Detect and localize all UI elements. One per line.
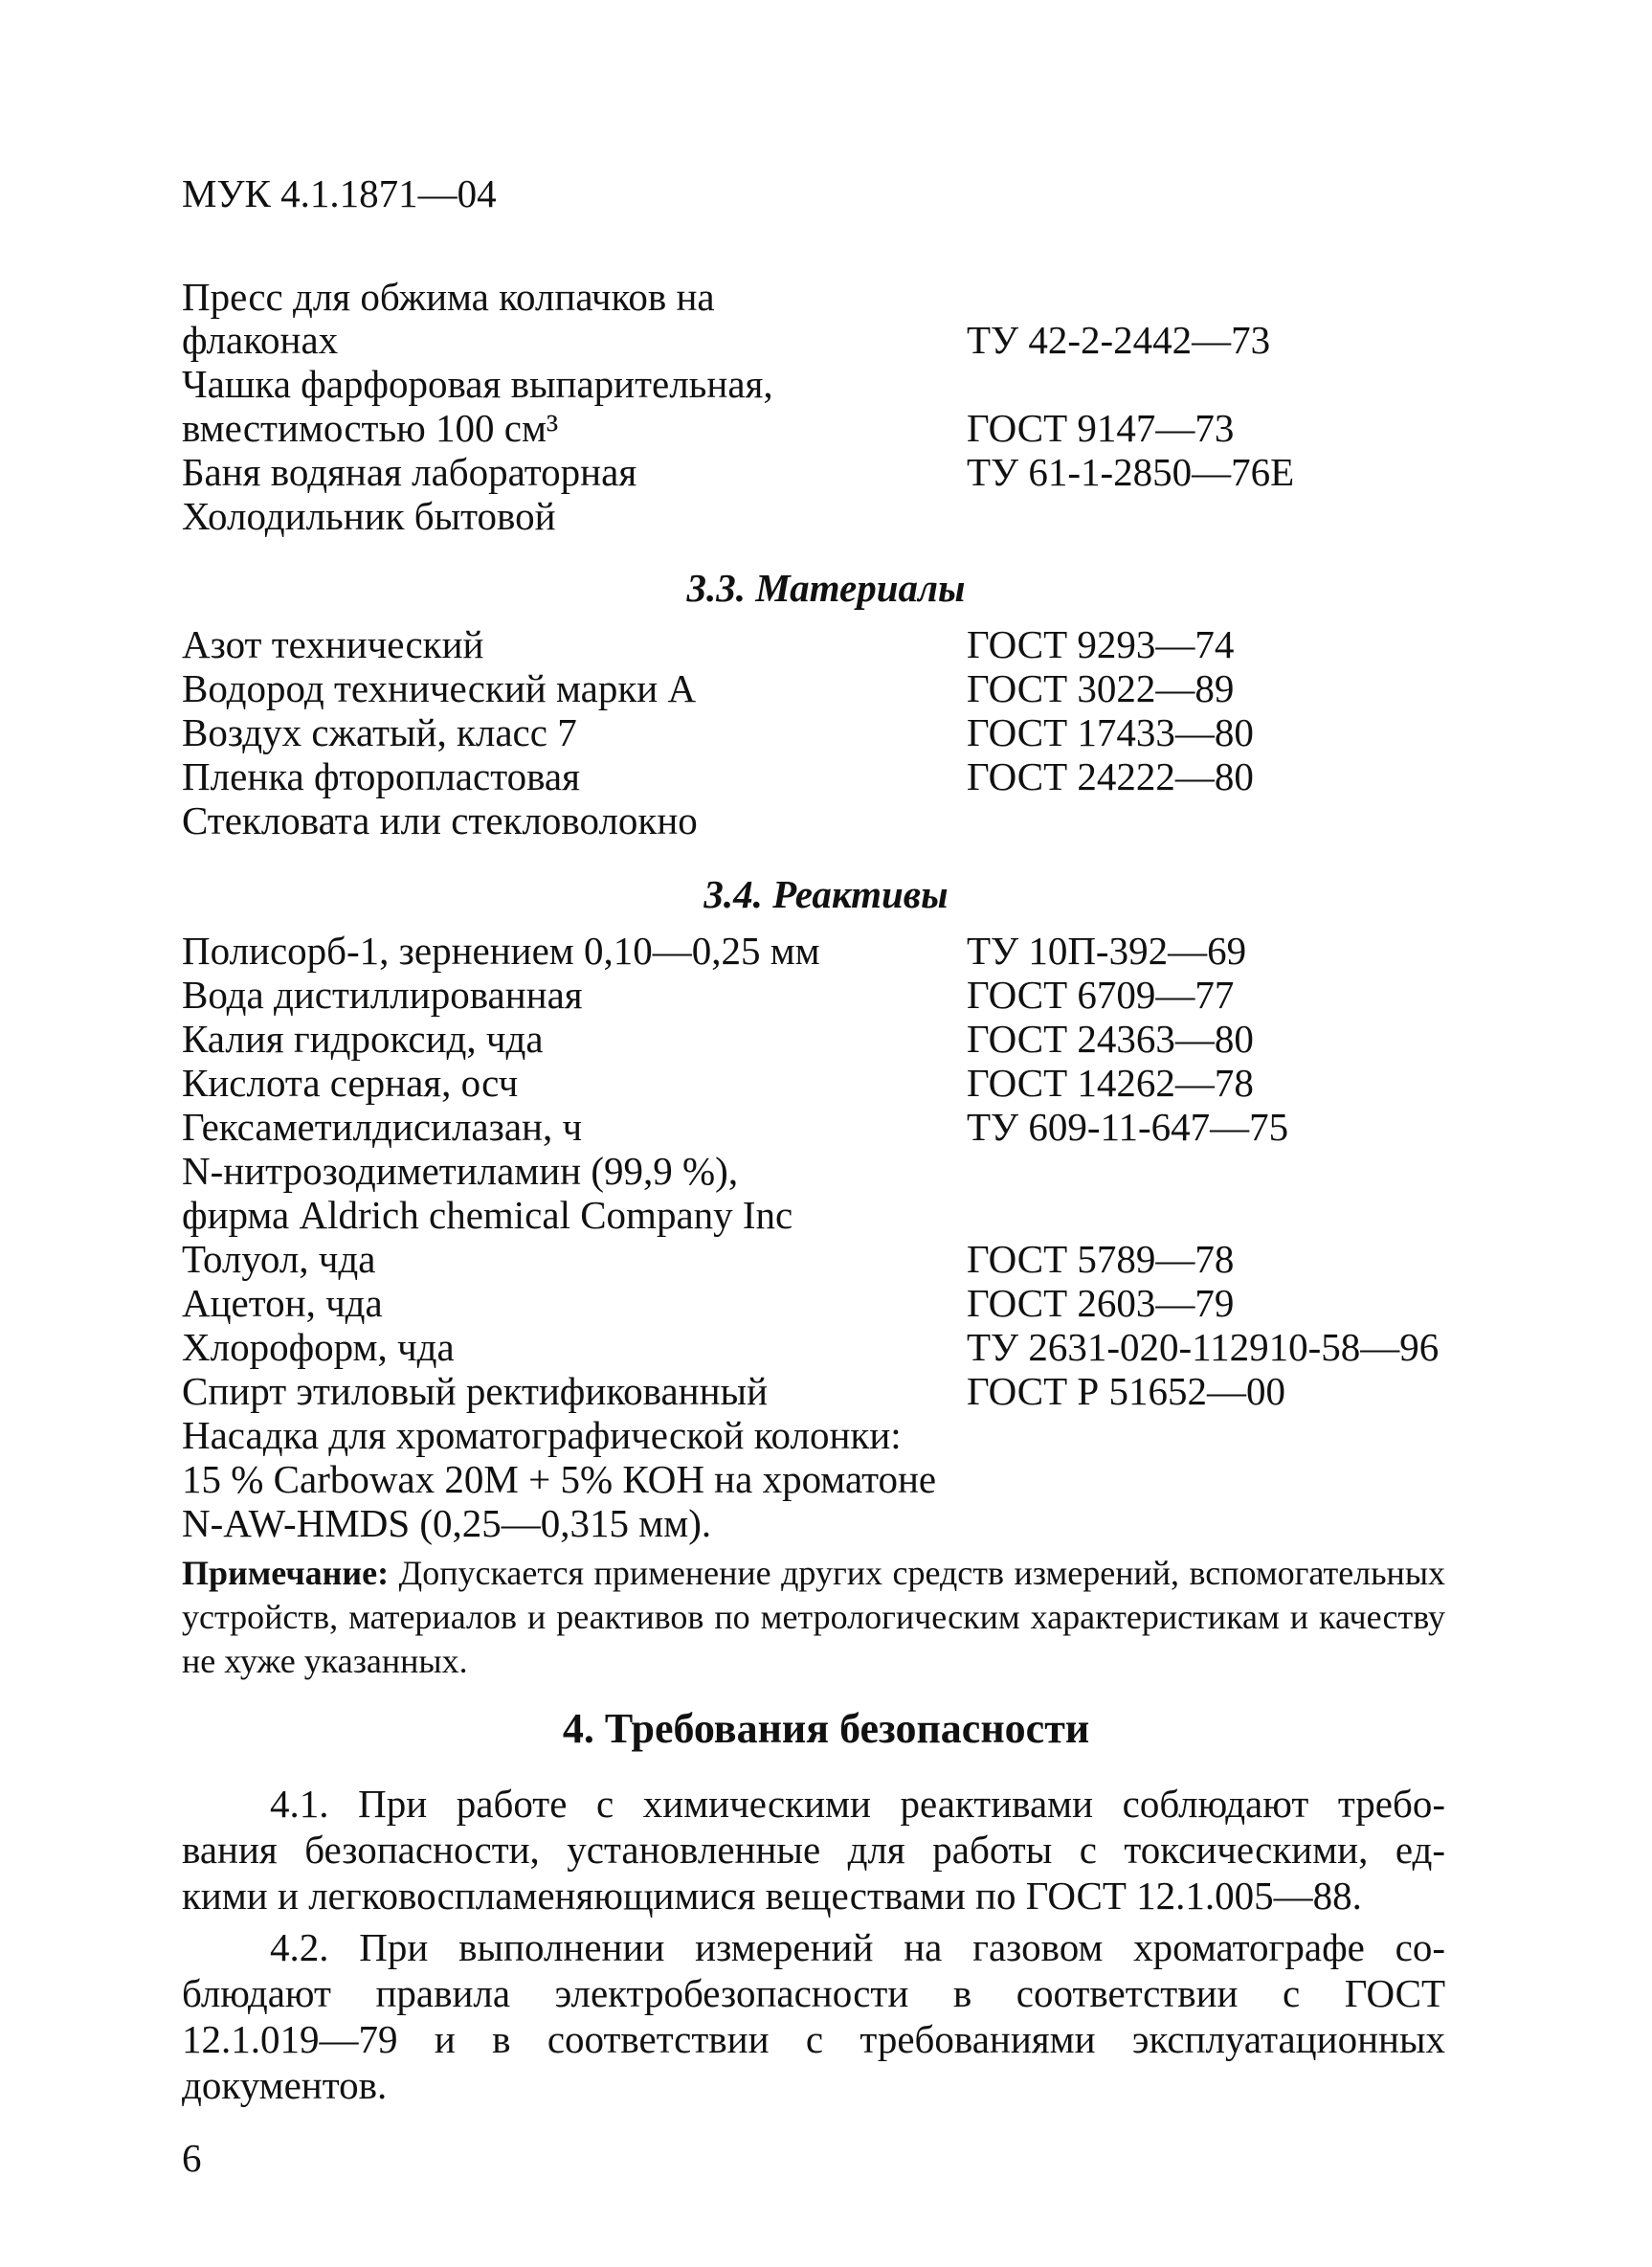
list-item: [182, 1237, 1474, 1281]
document-code-header: МУК 4.1.1871—04: [182, 171, 497, 215]
item-name: Водород технический марки А: [182, 666, 697, 710]
item-name: Холодильник бытовой: [182, 494, 556, 538]
list-item: [182, 973, 1474, 1017]
item-standard: ГОСТ 3022—89: [967, 666, 1235, 710]
list-item: [182, 1017, 1474, 1061]
materials-heading: 3.3. Материалы: [686, 566, 966, 610]
paragraph-line: документов.: [182, 2063, 388, 2107]
list-item: [182, 1105, 1474, 1149]
page-number: 6: [182, 2136, 202, 2180]
paragraph-line: блюдают правила электробезопасности в соответствии с ГОСТ: [182, 1971, 1445, 2015]
item-standard: ГОСТ 14262—78: [967, 1061, 1254, 1105]
note-label: Примечание:: [182, 1554, 390, 1592]
paragraph-line: 4.1. При работе с химическими реактивами соблюдают требо-: [270, 1782, 1445, 1826]
item-name: Пресс для обжима колпачков на: [182, 275, 715, 319]
paragraph-line: кими и легковоспламеняющимися веществами по ГОСТ 12.1.005—88.: [182, 1874, 1362, 1918]
item-standard: ТУ 61-1-2850—76Е: [967, 450, 1295, 494]
list-item: [182, 450, 1474, 494]
item-name: вместимостью 100 см³: [182, 406, 559, 450]
paragraph-4-1: [182, 1781, 1445, 1919]
item-name: Вода дистиллированная: [182, 973, 583, 1017]
list-item: [182, 798, 1474, 842]
item-name: Толуол, чда: [182, 1237, 376, 1281]
paragraph-line: 4.2. При выполнении измерений на газовом хроматографе со-: [270, 1925, 1445, 1969]
item-name: Гексаметилдисилазан, ч: [182, 1105, 583, 1149]
paragraph-line: вания безопасности, установленные для работы с токсическими, ед-: [182, 1828, 1445, 1872]
item-name: фирма Aldrich chemical Company Inc: [182, 1193, 793, 1237]
list-item: [182, 275, 1474, 319]
item-name: Ацетон, чда: [182, 1281, 383, 1325]
list-item: [182, 754, 1474, 798]
item-name: Азот технический: [182, 622, 484, 666]
list-item: [182, 1457, 1474, 1501]
list-item: [182, 1281, 1474, 1325]
item-standard: ГОСТ 5789—78: [967, 1237, 1235, 1281]
item-name: Стекловата или стекловолокно: [182, 798, 698, 842]
item-name: Воздух сжатый, класс 7: [182, 710, 577, 754]
note-paragraph: [182, 1551, 1445, 1683]
item-standard: ГОСТ 24222—80: [967, 754, 1254, 798]
item-name: N-AW-HMDS (0,25—0,315 мм).: [182, 1501, 712, 1545]
item-name: 15 % Carbowax 20М + 5% КОН на хроматоне: [182, 1457, 937, 1501]
section-4-heading: 4. Требования безопасности: [562, 1705, 1090, 1752]
item-name: Спирт этиловый ректификованный: [182, 1369, 769, 1413]
list-item: [182, 666, 1474, 710]
list-item: [182, 929, 1474, 973]
item-name: Калия гидроксид, чда: [182, 1017, 544, 1061]
list-item: [182, 1413, 1474, 1457]
list-item: [182, 622, 1474, 666]
list-item: [182, 1149, 1474, 1193]
list-item: [182, 1369, 1474, 1413]
item-standard: ТУ 42-2-2442—73: [967, 318, 1271, 362]
item-name: Баня водяная лабораторная: [182, 450, 637, 494]
item-standard: ТУ 10П-392—69: [967, 929, 1247, 973]
item-standard: ГОСТ 17433—80: [967, 710, 1254, 754]
list-item: [182, 406, 1474, 450]
list-item: [182, 318, 1474, 362]
list-item: [182, 1325, 1474, 1369]
reagents-heading: 3.4. Реактивы: [703, 872, 949, 916]
list-item: [182, 1501, 1474, 1545]
item-name: N-нитрозодиметиламин (99,9 %),: [182, 1149, 739, 1193]
paragraph-4-2: [182, 1924, 1445, 2108]
item-name: флаконах: [182, 318, 339, 362]
list-item: [182, 1061, 1474, 1105]
item-standard: ГОСТ 24363—80: [967, 1017, 1254, 1061]
list-item: [182, 710, 1474, 754]
item-standard: ГОСТ 2603—79: [967, 1281, 1235, 1325]
item-standard: ТУ 2631-020-112910-58—96: [967, 1325, 1440, 1369]
paragraph-line: 12.1.019—79 и в соответствии с требованиями эксплуатационных: [182, 2017, 1445, 2061]
item-standard: ГОСТ Р 51652—00: [967, 1369, 1285, 1413]
item-standard: ГОСТ 9293—74: [967, 622, 1235, 666]
list-item: [182, 362, 1474, 406]
list-item: [182, 494, 1474, 538]
item-standard: ГОСТ 6709—77: [967, 973, 1235, 1017]
list-item: [182, 1193, 1474, 1237]
item-standard: ТУ 609-11-647—75: [967, 1105, 1289, 1149]
item-name: Полисорб-1, зернением 0,10—0,25 мм: [182, 929, 820, 973]
item-name: Насадка для хроматографической колонки:: [182, 1413, 902, 1457]
note-text: Допускается применение других средств измерений, вспомогательных устройств, материалов и реактивов по метрологическим характеристикам и качеству не хуже указанных.: [182, 1554, 1446, 1680]
item-name: Кислота серная, осч: [182, 1061, 519, 1105]
item-name: Хлороформ, чда: [182, 1325, 455, 1369]
item-standard: ГОСТ 9147—73: [967, 406, 1235, 450]
item-name: Пленка фторопластовая: [182, 754, 580, 798]
item-name: Чашка фарфоровая выпарительная,: [182, 362, 773, 406]
